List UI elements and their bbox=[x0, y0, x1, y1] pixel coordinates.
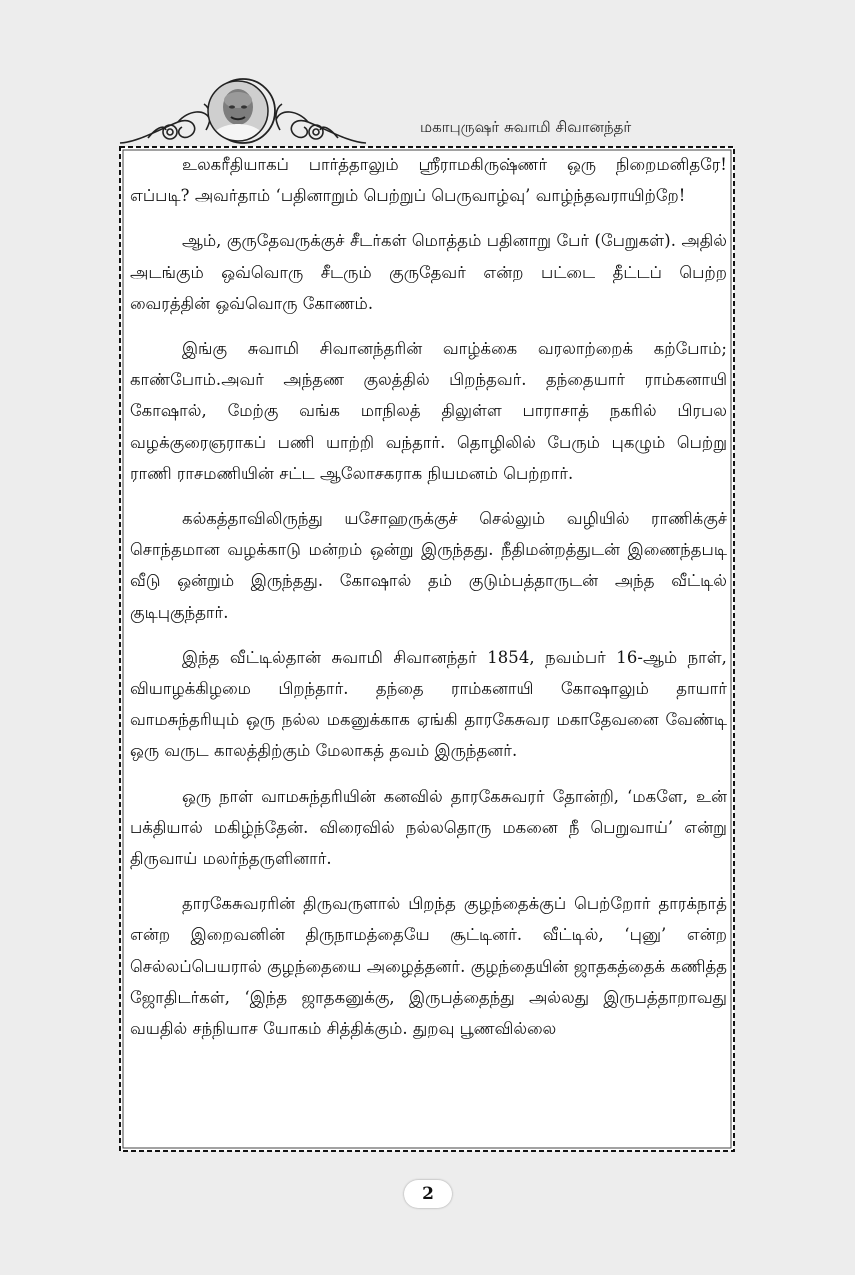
paragraph: இங்கு சுவாமி சிவானந்தரின் வாழ்க்கை வரலாற்றைக் கற்போம்; காண்போம்.அவர் அந்தண குலத்தில் பிறந்தவர். தந்தையார் ராம்கனாயி கோஷால், மேற்கு வங்க மாநிலத் திலுள்ள பாராசாத் நகரில் பிரபல வழக்குரைஞராகப் பணி யாற்றி வந்தார். தொழிலில் பேரும் புகழும் பெற்று ராணி ராசமணியின் சட்ட ஆலோசகராக நியமனம் பெற்றார். bbox=[130, 339, 727, 483]
paragraph: தாரகேசுவரரின் திருவருளால் பிறந்த குழந்தைக்குப் பெற்றோர் தாரக்நாத் என்ற இறைவனின் திருநாமத்தையே சூட்டினர். வீட்டில், ‘புனு’ என்ற செல்லப்பெயரால் குழந்தையை அழைத்தனர். குழந்தையின் ஜாதகத்தைக் கணித்த ஜோதிடர்கள், ‘இந்த ஜாதகனுக்கு, இருபத்தைந்து அல்லது இருபத்தாறாவது வயதில் சந்நியாச யோகம் சித்திக்கும். துறவு பூணவில்லை bbox=[130, 894, 727, 1039]
paragraph: இந்த வீட்டில்தான் சுவாமி சிவானந்தர் 1854, நவம்பர் 16-ஆம் நாள், வியாழக்கிழமை பிறந்தார். தந்தை ராம்கனாயி கோஷாலும் தாயார் வாமசுந்தரியும் ஒரு நல்ல மகனுக்காக ஏங்கி தாரகேசுவர மகாதேவனை வேண்டி ஒரு வருட காலத்திற்கும் மேலாகத் தவம் இருந்தனர். bbox=[130, 647, 727, 761]
page-number: 2 bbox=[404, 1180, 452, 1208]
portrait-photo bbox=[207, 80, 269, 142]
main-text bbox=[130, 149, 727, 1149]
paragraph: உலகரீதியாகப் பார்த்தாலும் ஸ்ரீராமகிருஷ்ணர் ஒரு நிறைமனிதரே! எப்படி? அவர்தாம் ‘பதினாறும் பெற்றுப் பெருவாழ்வு’ வாழ்ந்தவராயிற்றே! bbox=[130, 155, 727, 206]
paragraph: ஆம், குருதேவருக்குச் சீடர்கள் மொத்தம் பதினாறு பேர் (பேறுகள்). அதில் அடங்கும் ஒவ்வொரு சீடரும் குருதேவர் என்ற பட்டை தீட்டப் பெற்ற வைரத்தின் ஒவ்வொரு கோணம். bbox=[130, 231, 727, 313]
paragraph: ஒரு நாள் வாமசுந்தரியின் கனவில் தாரகேசுவரர் தோன்றி, ‘மகளே, உன் பக்தியால் மகிழ்ந்தேன். விரைவில் நல்லதொரு மகனை நீ பெறுவாய்’ என்று திருவாய் மலர்ந்தருளினார். bbox=[130, 786, 727, 869]
running-header-title: மகாபுருஷர் சுவாமி சிவானந்தர் bbox=[420, 118, 632, 136]
paragraph: கல்கத்தாவிலிருந்து யசோஹருக்குச் செல்லும் வழியில் ராணிக்குச் சொந்தமான வழக்காடு மன்றம் ஒன்று இருந்தது. நீதிமன்றத்துடன் இணைந்தபடி வீடு ஒன்றும் இருந்தது. கோஷால் தம் குடும்பத்தாருடன் அந்த வீட்டில் குடிபுகுந்தார். bbox=[130, 509, 727, 622]
